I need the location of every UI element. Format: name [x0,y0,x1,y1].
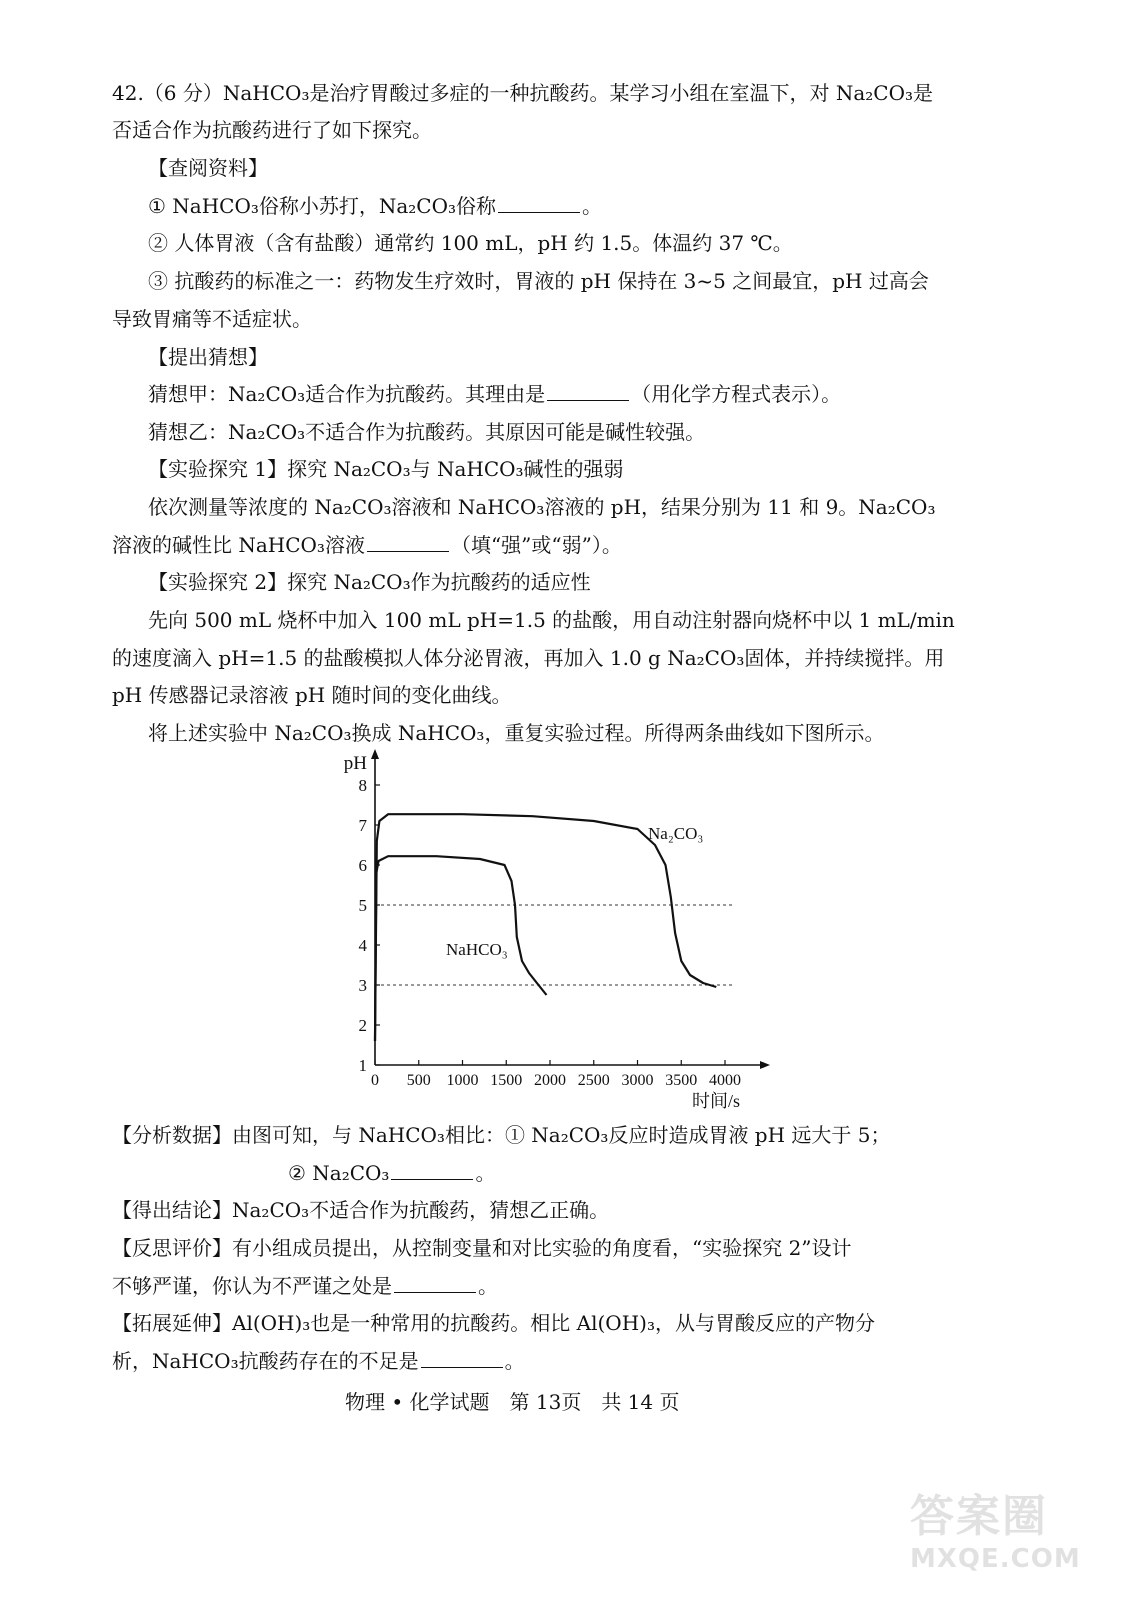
experiment-2-text-2: 的速度滴入 pH=1.5 的盐酸模拟人体分泌胃液，再加入 1.0 g Na₂CO₃固体，并持续搅拌。用 [112,646,945,670]
answer-blank-6[interactable] [421,1347,503,1368]
y-tick-label: 5 [358,896,367,915]
section-title-hypothesis: 【提出猜想】 [148,345,268,369]
hypothesis-b: 猜想乙：Na₂CO₃不适合作为抗酸药。其原因可能是碱性较强。 [148,420,706,444]
extension-line-2: 析，NaHCO₃抗酸药存在的不足是 。 [112,1349,525,1373]
answer-blank-5[interactable] [394,1272,476,1293]
ph-time-chart [300,745,780,1115]
answer-blank-1[interactable] [498,192,580,213]
info-item-3: ③ 抗酸药的标准之一：药物发生疗效时，胃液的 pH 保持在 3~5 之间最宜，pH 过高会 [148,269,929,293]
x-tick-label: 3000 [621,1072,654,1089]
analysis-line-2: ② Na₂CO₃ 。 [288,1161,496,1185]
y-axis-label: pH [343,753,367,774]
x-tick-label: 4000 [709,1072,741,1089]
site-watermark [910,1480,1110,1590]
experiment-2-title: 【实验探究 2】探究 Na₂CO₃作为抗酸药的适应性 [148,570,591,594]
x-axis-label: 时间/s [691,1091,741,1111]
info-item-3-cont: 导致胃痛等不适症状。 [112,307,312,331]
y-tick-label: 4 [358,936,367,955]
x-axis-arrow [760,1061,770,1069]
x-tick-label: 1500 [490,1072,523,1089]
watermark-logo: 答案圈 [910,1491,1048,1542]
x-tick-label: 1000 [446,1072,479,1089]
y-tick-label: 7 [358,816,367,835]
hypothesis-a: 猜想甲：Na₂CO₃适合作为抗酸药。其理由是 （用化学方程式表示）。 [148,382,842,406]
y-axis-arrow [371,749,379,759]
analysis-line-1: 【分析数据】由图可知，与 NaHCO₃相比：① Na₂CO₃反应时造成胃液 pH 远大于 5； [112,1123,891,1147]
experiment-2-text-4: 将上述实验中 Na₂CO₃换成 NaHCO₃，重复实验过程。所得两条曲线如下图所示。 [148,721,885,745]
experiment-2-text-1: 先向 500 mL 烧杯中加入 100 mL pH=1.5 的盐酸，用自动注射器向烧杯中以 1 mL/min [148,608,955,632]
y-tick-label: 6 [358,856,367,875]
info-item-2: ② 人体胃液（含有盐酸）通常约 100 mL，pH 约 1.5。体温约 37 ℃。 [148,231,793,255]
experiment-1-text-cont: 溶液的碱性比 NaHCO₃溶液 （填“强”或“弱”）。 [112,533,622,557]
y-tick-label: 1 [358,1056,367,1075]
x-tick-label: 500 [406,1072,431,1089]
question-header-cont: 否适合作为抗酸药进行了如下探究。 [112,118,432,142]
answer-blank-4[interactable] [391,1159,473,1180]
watermark-url: MXQE.COM [910,1544,1081,1574]
question-header: 42.（6 分）NaHCO₃是治疗胃酸过多症的一种抗酸药。某学习小组在室温下，对 Na₂CO₃是 [112,81,933,105]
reflection-line-2: 不够严谨，你认为不严谨之处是 。 [112,1274,498,1298]
x-tick-label: 0 [371,1072,379,1089]
series-label-1: Na₂CO₃ [648,824,704,843]
conclusion-line: 【得出结论】Na₂CO₃不适合作为抗酸药，猜想乙正确。 [112,1198,610,1222]
answer-blank-2[interactable] [547,380,629,401]
y-tick-label: 2 [358,1016,367,1035]
y-tick-label: 8 [358,776,367,795]
experiment-1-title: 【实验探究 1】探究 Na₂CO₃与 NaHCO₃碱性的强弱 [148,457,624,481]
section-title-lookup: 【查阅资料】 [148,156,268,180]
reflection-line-1: 【反思评价】有小组成员提出，从控制变量和对比实验的角度看，“实验探究 2”设计 [112,1236,852,1260]
y-tick-label: 3 [358,976,367,995]
series-label-2: NaHCO₃ [446,940,508,959]
info-item-1: ① NaHCO₃俗称小苏打，Na₂CO₃俗称 。 [148,194,603,218]
x-tick-label: 2500 [577,1072,610,1089]
answer-blank-3[interactable] [367,531,449,552]
experiment-2-text-3: pH 传感器记录溶液 pH 随时间的变化曲线。 [112,683,512,707]
page-footer: 物理 • 化学试题 第 13页 共 14 页 [345,1390,680,1414]
extension-line-1: 【拓展延伸】Al(OH)₃也是一种常用的抗酸药。相比 Al(OH)₃，从与胃酸反应的产物分 [112,1311,875,1335]
x-tick-label: 3500 [665,1072,698,1089]
experiment-1-text: 依次测量等浓度的 Na₂CO₃溶液和 NaHCO₃溶液的 pH，结果分别为 11 和 9。Na₂CO₃ [148,495,936,519]
series-line-1 [375,814,716,1041]
x-tick-label: 2000 [534,1072,566,1089]
